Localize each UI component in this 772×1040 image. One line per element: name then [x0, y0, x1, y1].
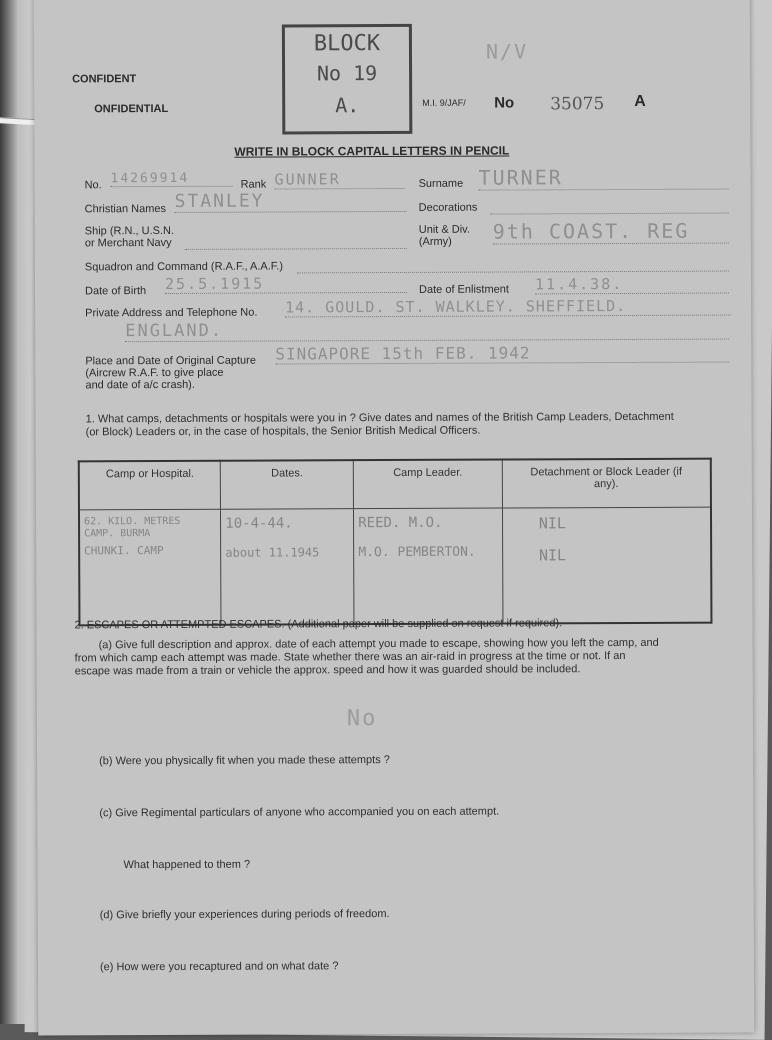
unit-label-1: Unit & Div. [418, 223, 470, 236]
confidential-stamp-1: CONFIDENT [72, 73, 137, 86]
christian-names-label: Christian Names [84, 202, 167, 216]
decorations-line [491, 211, 729, 215]
escape-answer: No [346, 706, 378, 732]
capture-label-1: Place and Date of Original Capture [85, 354, 256, 368]
detachment-entry-2: NIL [538, 546, 567, 565]
decorations-label: Decorations [418, 201, 478, 214]
question-1-line-1: 1. What camps, detachments or hospitals were you in ? Give dates and names of the British Camp Leaders, Detachment [85, 410, 674, 426]
stamp-number: No 19 [316, 61, 378, 86]
question-2c-followup: What happened to them ? [123, 858, 251, 872]
question-2a-line-1: (a) Give full description and approx. date of each attempt you made to escape, showing how you left the camp, and [98, 636, 659, 652]
squadron-line [297, 269, 729, 274]
table-header-row [79, 459, 711, 510]
dates-cell [221, 509, 354, 625]
form-reference: M.I. 9/JAF/ [422, 97, 466, 108]
enlistment-label: Date of Enlistment [418, 283, 509, 296]
block-stamp [282, 24, 412, 135]
detachment-cell [502, 507, 711, 623]
dob-label: Date of Birth [84, 285, 147, 298]
leader-cell [354, 508, 503, 624]
detachment-entry-1: NIL [538, 514, 566, 533]
unit-value: 9th COAST. REG [493, 219, 729, 245]
question-2c: (c) Give Regimental particulars of anyone who accompanied you on each attempt. [99, 805, 500, 820]
rank-label: Rank [240, 178, 267, 191]
no-label: No. [84, 179, 102, 192]
confidential-stamp-2: ONFIDENTIAL [94, 102, 169, 116]
squadron-label: Squadron and Command (R.A.F., A.A.F.) [84, 260, 284, 274]
number-label: No [494, 94, 515, 112]
question-2a-line-3: escape was made from a train or vehicle the approx. speed and how it was guarded should be included. [74, 663, 581, 678]
address-value-2: ENGLAND. [125, 319, 729, 343]
date-entry-2: about 11.1945 [225, 545, 320, 560]
camp-entry-2: CHUNKI. CAMP [84, 544, 164, 558]
ship-label-2: or Merchant Navy [84, 236, 172, 250]
no-value: 14269914 [111, 171, 233, 188]
unit-label-2: (Army) [418, 235, 452, 248]
camp-entry-1: 62. KILO. METRES CAMP. BURMA [84, 515, 181, 540]
instruction-heading: WRITE IN BLOCK CAPITAL LETTERS IN PENCIL [234, 143, 510, 159]
question-2-title: 2. ESCAPES OR ATTEMPTED ESCAPES. (Additional paper will be supplied on request if required). [74, 617, 563, 632]
header-detachment: Detachment or Block Leader (if any). [502, 459, 711, 508]
leader-entry-1: REED. M.O. [358, 514, 443, 532]
question-2b: (b) Were you physically fit when you made these attempts ? [99, 754, 390, 768]
header-dates: Dates. [221, 460, 354, 509]
form-page [34, 0, 755, 1036]
question-2a-line-2: from which camp each attempt was made. State whether there was an air-raid in progress at the time or not. If an [74, 649, 626, 665]
serial-number: 35075 [550, 94, 605, 115]
question-2e: (e) How were you recaptured and on what date ? [99, 960, 339, 974]
enlistment-value: 11.4.38. [535, 275, 729, 295]
header-camp: Camp or Hospital. [79, 461, 221, 510]
question-2d: (d) Give briefly your experiences during periods of freedom. [99, 908, 390, 922]
surname-label: Surname [418, 177, 464, 190]
rank-value: GUNNER [275, 170, 405, 190]
stamp-letter: A. [335, 93, 360, 118]
capture-label-2: (Aircrew R.A.F. to give place [85, 366, 224, 380]
table-row [79, 507, 711, 625]
stamp-block: BLOCK [313, 31, 381, 57]
christian-names-value: STANLEY [175, 190, 407, 213]
surname-value: TURNER [478, 165, 728, 191]
header-camp-leader: Camp Leader. [353, 460, 502, 509]
top-scribble: N/V [485, 39, 529, 64]
ship-label-1: Ship (R.N., U.S.N. [84, 224, 175, 238]
dob-value: 25.5.1915 [165, 274, 407, 294]
capture-label-3: and date of a/c crash). [85, 378, 195, 392]
leader-entry-2: M.O. PEMBERTON. [358, 544, 476, 561]
serial-suffix: A [634, 92, 646, 110]
address-value: 14. GOULD. ST. WALKLEY. SHEFFIELD. [285, 297, 731, 318]
ship-line [185, 246, 407, 250]
question-1-line-2: (or Block) Leaders or, in the case of hospitals, the Senior British Medical Officers. [85, 424, 481, 439]
address-label: Private Address and Telephone No. [85, 306, 258, 320]
date-entry-1: 10-4-44. [225, 515, 293, 532]
camps-table [78, 458, 713, 627]
capture-value: SINGAPORE 15th FEB. 1942 [275, 343, 729, 365]
camp-cell [79, 509, 221, 625]
